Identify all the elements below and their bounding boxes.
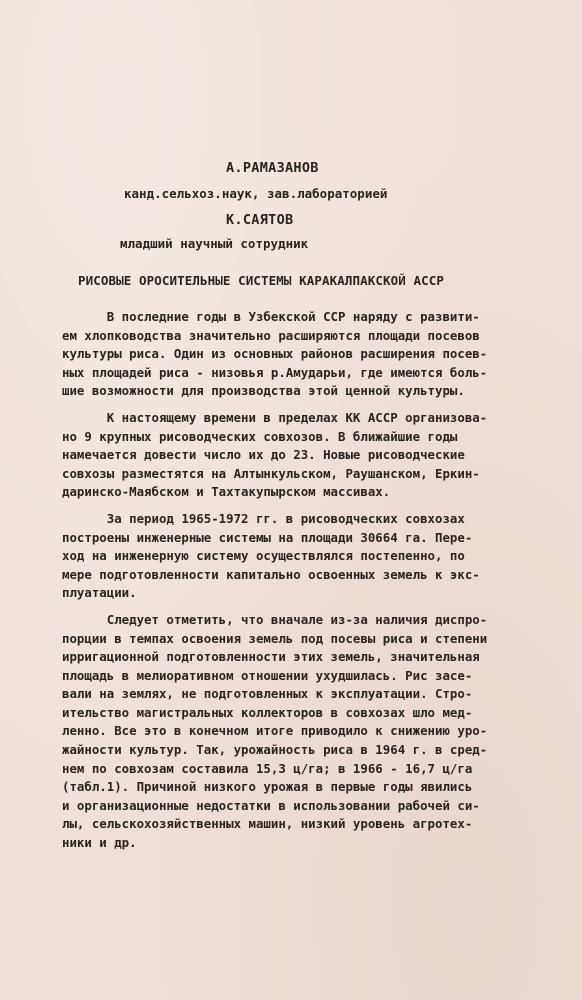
text-line: порции в темпах освоения земель под посевы риса и степени (62, 630, 488, 646)
text-line: За период 1965-1972 гг. в рисоводческих совхозах (62, 510, 465, 526)
text-line: даринско-Маябском и Тахтакупырском массивах. (62, 484, 391, 500)
text-line: ленно. Все это в конечном итоге приводило к снижению уро- (62, 723, 488, 739)
text-line: лы, сельскохозяйственных машин, низкий уровень агротех- (62, 816, 473, 832)
text-line: ход на инженерную систему осуществлялся постепенно, по (62, 548, 465, 564)
text-line: вали на землях, не подготовленных к эксплуатации. Стро- (62, 686, 473, 702)
author-name-2: К.САЯТОВ (226, 212, 294, 228)
text-line: построены инженерные системы на площади 30664 га. Пере- (62, 529, 473, 545)
author-name-1: А.РАМАЗАНОВ (226, 160, 319, 176)
paragraph-2 (62, 409, 522, 502)
text-line: ительство магистральных коллекторов в совхозах шло мед- (62, 704, 473, 720)
text-line: ных площадей риса - низовья р.Амударьи, где имеются боль- (62, 364, 488, 380)
text-line: площадь в мелиоративном отношении ухудшилась. Рис засе- (62, 667, 473, 683)
text-line: нем по совхозам составила 15,3 ц/га; в 1966 - 16,7 ц/га (62, 760, 473, 776)
text-line: и организационные недостатки в использовании рабочей си- (62, 797, 480, 813)
text-line: совхозы разместятся на Алтынкульском, Раушанском, Еркин- (62, 465, 480, 481)
paragraph-4 (62, 611, 522, 853)
text-line: мере подготовленности капитально освоенных земель к экс- (62, 566, 480, 582)
text-line: но 9 крупных рисоводческих совхозов. В ближайшие годы (62, 428, 458, 444)
text-line: ем хлопководства значительно расширяются площади посевов (62, 327, 480, 343)
text-line: (табл.1). Причиной низкого урожая в первые годы явились (62, 779, 473, 795)
text-line: жайности культур. Так, урожайность риса в 1964 г. в сред- (62, 742, 488, 758)
text-line: Следует отметить, что вначале из-за наличия диспро- (62, 611, 488, 627)
author-role-2: младший научный сотрудник (120, 236, 309, 251)
article-body (62, 308, 522, 861)
article-title: РИСОВЫЕ ОРОСИТЕЛЬНЫЕ СИСТЕМЫ КАРАКАЛПАКСКОЙ АССР (78, 273, 445, 288)
text-line: шие возможности для производства этой ценной культуры. (62, 383, 465, 399)
text-line: В последние годы в Узбекской ССР наряду с развити- (62, 309, 480, 324)
text-line: ники и др. (62, 835, 137, 851)
text-line: плуатации. (62, 585, 137, 601)
text-line: К настоящему времени в пределах КК АССР организова- (62, 409, 488, 425)
paragraph-1 (62, 308, 522, 401)
text-line: культуры риса. Один из основных районов расширения посев- (62, 346, 488, 362)
author-role-1: канд.сельхоз.наук, зав.лабораторией (124, 186, 388, 201)
text-line: ирригационной подготовленности этих земель, значительная (62, 649, 480, 665)
text-line: намечается довести число их до 23. Новые рисоводческие (62, 447, 465, 463)
paragraph-3 (62, 510, 522, 603)
